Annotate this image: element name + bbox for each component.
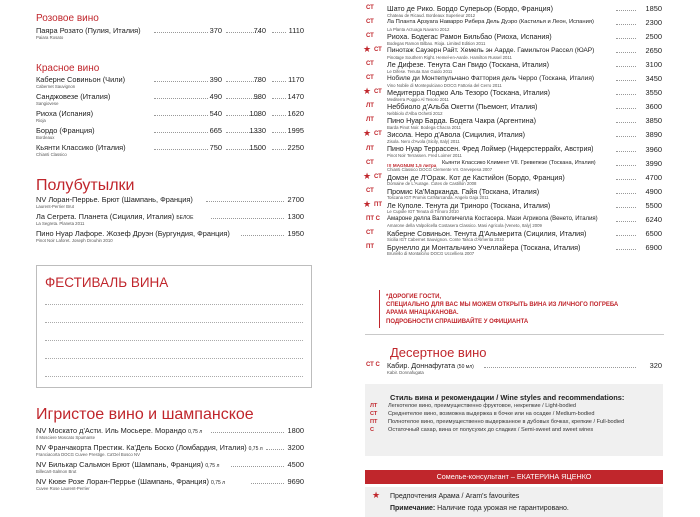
wine-price: 320 [649,361,662,370]
wine-subtitle: Kabir. Donnafugata [387,369,424,375]
vintage-note: Примечание: Наличие года урожая не гарантировано. [390,505,569,512]
legend-item: С Остаточный сахар, вина от полусухих до сладких / Semi-sweet and sweet wines [370,427,594,433]
wine-style-code: СТ [366,19,374,26]
wine-row [36,143,308,160]
wine-name: Ле Куполе. Тенута ди Триноро (Тоскана, Италия) [387,200,551,210]
leader-dots [616,136,636,137]
wine-subtitle: Zisola. Nero d'Avola (Sicily, Italy) 2011 [387,138,460,144]
wine-volume: 0,75 л [211,480,226,486]
wine-row [366,18,662,32]
wine-price: 1800 [287,426,304,435]
wine-name: Каберне Совиньон (Чили) [36,75,126,84]
wine-price: 1300 [287,212,304,221]
section-title-sparkling: Игристое вино и шампанское [36,406,254,423]
wine-row [366,32,662,46]
wine-row [36,26,308,43]
leader-dots [616,207,636,208]
price-bottle: 1470 [287,92,304,101]
wine-name: Каберне Совиньон. Тенута Д'Альмерита (Сицилия, Италия) [387,228,587,238]
wine-subtitle: Barda Pinot Noir. Bodega Chacra 2011 [387,124,461,130]
wine-row [36,75,308,92]
price-glass: 490 [209,92,222,101]
price-bottle: 1620 [287,109,304,118]
dessert-row [366,361,662,375]
wine-style-code: СТ [374,131,382,138]
wine-subtitle: Vino Nobile di Montepulciano DOCG Fattoria del Cerro 2011 [387,82,502,88]
leader-dots [154,115,208,116]
wine-row [366,60,662,74]
wine-volume: 0,75 л [248,446,263,452]
price-bottle: 1110 [288,26,304,35]
price-half: 780 [253,75,266,84]
wine-style-code: СТ [374,47,382,54]
wine-name: Зисола. Неро д'Авола (Сицилия, Италия) [387,130,526,140]
leader-dots [154,81,208,82]
wine-subtitle: Brunello di Montalcino DOCG Uccelliera 2007 [387,251,475,257]
wine-subtitle: Nebbiolo d'Alba Ochetti 2012 [387,110,443,116]
wine-price: 3450 [645,74,662,84]
legend-title: Стиль вина и рекомендации / Wine styles and recommendations: [390,393,625,402]
wine-subtitle: Il Mosciere Moscato Spumante [36,435,95,440]
wine-row [363,128,662,144]
wine-name: Шато де Рико. Бордо Суперьор (Бордо, Франция) [387,4,553,13]
leader-dots [154,132,208,133]
wine-subtitle: Laurent-Perrier Brut [36,204,74,209]
wine-name: Ле Дифезе. Тенута Сан Гвидо (Тоскана, Италия) [387,60,549,70]
notice-line: *ДОРОГИЕ ГОСТИ, [386,294,442,300]
wine-name: Амароне делла Валполичелла Костасера. Мази Агрикола (Венето, Италия) [387,215,598,222]
leader-dots [272,132,286,133]
wine-name: NV Лоран-Перрье. Брют (Шампань, Франция) [36,195,193,204]
star-icon: ★ [363,44,372,55]
price-bottle: 1170 [288,75,304,84]
wine-price: 2650 [645,46,662,56]
wine-subtitle: Chianti Classico [36,152,67,157]
section-title-red: Красное вино [36,63,100,74]
wine-style-code: СТ [374,173,382,180]
wine-row [36,126,308,143]
wine-subtitle: Cuvee Rose Laurent-Perrier [36,486,90,491]
leader-dots [616,221,636,222]
wine-subtitle: Toscana IGT Promis Ca'Marcanda. Angelo Gaja 2011 [387,195,489,201]
wine-style-code: СТ [366,229,374,236]
leader-dots [616,52,636,53]
festival-title: ФЕСТИВАЛЬ ВИНА [45,275,169,290]
leader-dots [206,201,284,202]
wine-name: Ла Сегрета. Планета (Сицилия, Италия) БЕЛОЕ [36,212,194,221]
section-title-dessert: Десертное вино [390,345,487,360]
favourites-note: Предпочтения Арама / Aram's favourites [390,493,520,500]
wine-volume: 0,75 л [188,429,203,435]
star-icon: ★ [363,128,372,139]
wine-price: 5500 [645,200,662,210]
wine-row [36,426,308,443]
wine-style-code: СТ [366,33,374,40]
wine-style-code: СТ [366,5,374,11]
wine-subtitle: Billecart-Salmon Brut [36,469,77,474]
price-glass: 390 [209,75,222,84]
star-icon: ★ [363,170,372,181]
festival-box [36,265,312,388]
wine-price: 1950 [287,229,304,238]
wine-name: Неббиоло д'Альба Окетти (Пьемонт, Италия) [387,102,538,112]
wine-row [366,243,662,257]
price-glass: 750 [209,143,222,152]
wine-style-code: СТ [366,187,374,194]
wine-tag: БЕЛОЕ [176,215,194,221]
wine-subtitle: Pinot Noir Terrassen. Fred Loimer 2011 [387,153,462,158]
leader-dots [616,24,636,25]
leader-dots [616,249,636,250]
leader-dots [154,32,208,33]
wine-price: 4900 [645,186,662,196]
price-bottle: 1995 [287,126,304,135]
legend-item: СТ Среднетелое вино, возможна выдержка в бочке или на осадке / Medium-bodied [370,411,595,417]
star-icon: ★ [372,490,381,500]
wine-name: Брунелло ди Монтальчино Учеллайера (Тоскана, Италия) [387,242,581,252]
wine-name: Риоха. Бодегас Рамон Бильбао (Риоха, Испания) [387,32,552,42]
wine-row [36,92,308,109]
wine-price: 4700 [645,172,662,182]
wine-row [366,116,662,130]
wine-price: 3960 [645,144,662,154]
legend-item: ЛТ Легкотелое вино, преимущественно фруктовое, некрепкие / Light-bodied [370,403,577,409]
wine-price: 3550 [645,88,662,98]
wine-name: Пино Нуар Лафоре. Жозеф Друэн (Бургундия, Франция) [36,229,230,238]
leader-dots [616,179,636,180]
magnum-tag: !!! MAGNUM 1,5 литра [387,162,437,168]
wine-row [366,229,662,243]
wine-subtitle: Sicilia IGT Cabernet Sauvignon. Conte Tasca d'Almerita 2010 [387,237,504,243]
wine-style-code: СТ [366,75,374,82]
wine-name: Паяра Розато (Пулия, Италия) [36,26,141,35]
wine-name: NV Кюве Розе Лоран-Перрье (Шампань, Франция) 0,75 л [36,477,226,486]
wine-name: Ла Планта Арзуага Наварро Рибера Дель Дуэро (Кастилья и Леон, Испания) [387,19,594,26]
leader-dots [616,108,636,109]
wine-style-code: СТ [366,159,374,166]
festival-line [45,304,303,305]
wine-subtitle: Bordeaux [36,135,55,140]
wine-row [366,102,662,116]
wine-row [36,477,308,494]
price-glass: 540 [209,109,222,118]
wine-row [36,109,308,126]
wine-price: 3850 [645,116,662,126]
star-icon: ★ [363,198,372,209]
wine-name: Кабир. Доннафугата (50 мл) [387,361,474,370]
leader-dots [616,165,636,166]
wine-subtitle: Pinotage Southern Right. Hemel-en-Aarde. Hamilton Russel 2011 [387,54,512,60]
wine-row [366,4,662,18]
leader-dots [241,235,284,236]
leader-dots [251,483,284,484]
wine-row [366,187,662,201]
notice-line: ПОДРОБНОСТИ СПРАШИВАЙТЕ У ОФИЦИАНТА [386,318,529,325]
leader-dots [616,151,636,152]
wine-subtitle: Le Cupole IGT Tenuta di Trinoro 2010 [387,209,459,215]
wine-row [36,212,308,229]
wine-name: Риоха (Испания) [36,109,94,118]
leader-dots [272,32,286,33]
wine-price: 2300 [645,18,662,28]
wine-price: 3600 [645,102,662,112]
wine-subtitle: La Planta Arzuaga Navarro 2012 [387,26,450,32]
wine-subtitle: Domaine de L'Aurage. Cotes de Castillon 2008 [387,181,477,187]
price-half: 1080 [249,109,266,118]
wine-price: 6240 [645,214,662,224]
price-half: 740 [253,26,266,35]
wine-volume: 0,75 л [205,463,220,469]
wine-name: Пинотаж Саузерн Райт. Хемель эн Аарде. Гамильтон Рассел (ЮАР) [387,47,595,55]
wine-row [363,86,662,102]
wine-name: Кьянти Классико Климент VII. Гревепезе (Тоскана, Италия) [442,159,596,166]
wine-row [36,195,308,212]
price-half: 980 [253,92,266,101]
notice-rule [379,290,380,328]
wine-style-code: ПТ [366,243,374,250]
divider [365,334,664,335]
legend-item: ПТ Полнотелое вино, преимущественно выдержанное в дубовых бочках, крепкие / Full-bodied [370,419,625,425]
price-half: 1500 [249,143,266,152]
wine-price: 6900 [645,242,662,252]
wine-row [363,44,662,60]
sommelier-banner: Сомелье-консультант – ЕКАТЕРИНА ЯЦЕНКО [365,470,663,484]
wine-name: NV Билькар Сальмон Брют (Шампань, Франция) 0,75 л [36,460,220,469]
wine-subtitle: Chateau de Ricaud. Bordeaux Superieur 2012 [387,12,476,18]
wine-price: 3890 [645,130,662,140]
wine-subtitle: Cabernet Sauvignon [36,84,76,89]
leader-dots [616,235,636,236]
wine-style-code: ПТ [374,201,382,208]
price-half: 1330 [249,126,266,135]
section-title-halfbottles: Полубутылки [36,177,135,194]
festival-line [45,340,303,341]
wine-price: 9690 [287,477,304,486]
wine-name: Пино Нуар Террассен. Фред Лоймер (Нидерстеррайх, Австрия) [387,145,594,153]
leader-dots [616,94,636,95]
notice-line: АРАМА МНАЦАКАНОВА. [386,310,459,317]
leader-dots [272,81,286,82]
leader-dots [266,449,284,450]
wine-row [366,74,662,88]
wine-name: Бордо (Франция) [36,126,95,135]
leader-dots [616,10,636,11]
wine-name: Кьянти Классико (Италия) [36,143,126,152]
wine-subtitle: Mediterra Poggio Al Tesoro 2011 [387,96,449,102]
wine-price: 6500 [645,228,662,238]
wine-row [36,229,308,246]
leader-dots [211,218,284,219]
price-glass: 370 [209,26,222,35]
leader-dots [616,122,636,123]
wine-row [36,460,308,477]
wine-subtitle: Le Difese. Tenuta San Guido 2011 [387,68,453,74]
wine-price: 2700 [287,195,304,204]
wine-subtitle: Bodegas Ramon Bilbao. Rioja. Limited Edition 2011 [387,40,486,46]
leader-dots [272,98,286,99]
leader-dots [616,38,636,39]
wine-price: 2500 [645,32,662,42]
wine-subtitle: Amarone della Valpolicella Costasera Classico. Masi Agricola (Veneto, Italy) 2009 [387,223,542,229]
leader-dots [154,149,208,150]
wine-row [366,145,662,159]
wine-price: 1850 [645,4,662,13]
cellar-notice [386,293,618,326]
wine-row [366,215,662,229]
wine-subtitle: Rioja [36,118,46,123]
wine-style-code: ЛТ [366,103,374,110]
leader-dots [616,66,636,67]
wine-name: Промис Ка'Марканда. Гайя (Тоскана, Италия) [387,186,540,196]
leader-dots [231,466,284,467]
wine-price: 3990 [645,158,662,168]
leader-dots [616,80,636,81]
wine-name: NV Москато д'Асти. Иль Мосьере. Морандо 0,75 л [36,426,203,435]
price-glass: 665 [209,126,222,135]
footer-box [365,487,663,517]
wine-name: Пино Нуар Барда. Бодега Чакра (Аргентина) [387,116,536,126]
leader-dots [154,98,208,99]
festival-line [45,322,303,323]
wine-style-code: СТ [374,89,382,96]
wine-row [366,159,662,173]
wine-subtitle: Paiara Rosato [36,35,64,40]
wine-subtitle: Sangiovese [36,101,59,106]
wine-price: 3100 [645,60,662,70]
leader-dots [211,432,284,433]
wine-name: Медитерра Поджо Аль Тезоро (Тоскана, Италия) [387,88,551,98]
wine-style-code: ПТ С [366,215,380,222]
leader-dots [484,367,636,368]
leader-dots [616,193,636,194]
wine-price: 3200 [287,443,304,452]
wine-row [36,443,308,460]
wine-subtitle: Chianti Classico DOCG Clemente VII. Grevepesa 2007 [387,167,493,173]
leader-dots [272,149,286,150]
festival-line [45,358,303,359]
wine-name: NV Франчакорта Престиж. Ка'Дель Боско (Ломбардия, Италия) 0,75 л [36,443,263,452]
leader-dots [272,115,286,116]
wine-style-code: ЛТ [366,145,374,152]
wine-subtitle: La Segreta. Planeta 2011 [36,221,85,226]
wine-style-code: СТ [366,61,374,68]
wine-style-code: СТ С [366,362,380,368]
wine-style-code: ЛТ [366,117,374,124]
notice-line: СПЕЦИАЛЬНО ДЛЯ ВАС МЫ МОЖЕМ ОТКРЫТЬ ВИНА ИЗ ЛИЧНОГО ПОГРЕБА [386,302,619,309]
wine-name: Санджовезе (Италия) [36,92,111,101]
wine-name: Нобиле ди Монтепульчано Фаттория дель Черро (Тоскана, Италия) [387,75,595,83]
wine-subtitle: Pinot Noir Laforet. Joseph Drouhin 2010 [36,238,113,243]
wine-subtitle: Franciacorta DOCG Cuvee Prestige. Ca'Del Bosco NV [36,452,140,457]
star-icon: ★ [363,86,372,97]
wine-price: 4500 [287,460,304,469]
section-title-rose: Розовое вино [36,13,99,24]
festival-line [45,376,303,377]
price-bottle: 2250 [287,143,304,152]
wine-name: Домэн де Л'Ораж. Кот де Кастийон (Бордо, Франция) [387,172,565,182]
